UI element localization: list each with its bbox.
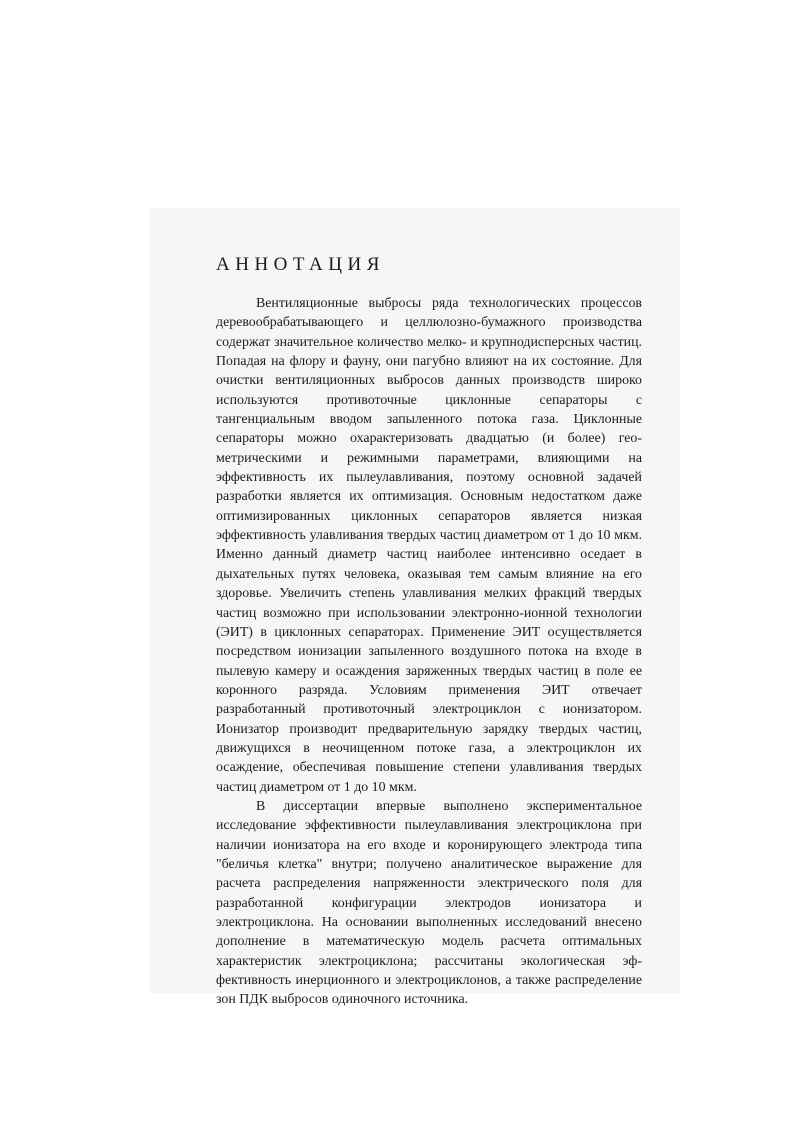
paragraph-1: Вентиляционные выбросы ряда технологических процессов деревообрабатывающего и целлюлозно-бумажного производства содержат значительное количество мелко- и крупнодисперсных частиц. Попадая на флору и фауну, они пагубно влияют на их состояние. Для очистки вентиляционных выбросов данных производств широко используются противоточные циклонные сепараторы с тангенциальным вводом запыленного потока газа. Циклонные сепараторы можно охарактеризовать двадцатью (и более) геометрическими и режимными параметрами, влияющими на эффективность их пылеулавливания, поэтому основной задачей разработки является их оптимизация. Основным недостатком даже оптимизированных циклонных сепараторов является низкая эффективность улавливания твердых частиц диаметром от 1 до 10 мкм. Именно данный диаметр частиц наиболее интенсивно оседает в дыхательных путях человека, оказывая тем самым влияние на его здоровье. Увеличить степень улавливания мелких фракций твердых частиц возможно при использовании электронно-ионной технологии (ЭИТ) в циклонных сепараторах. Применение ЭИТ осуществляется посредством ионизации запыленного воздушного потока на входе в пылевую камеру и осаждения заряженных твердых частиц в поле ее коронного разряда. Условиям применения ЭИТ отвечает разработанный противоточный электроциклон с ионизатором. Ионизатор производит предварительную зарядку твердых частиц, движущихся в неочищенном потоке газа, а электроциклон их осаждение, обеспечивая повышение степени улавливания твердых частиц диаметром от 1 до 10 мкм. [216, 296, 642, 795]
paragraph-2: В диссертации впервые выполнено экспериментальное исследование эффективности пылеулавливания электроциклона при наличии ионизатора на его входе и коронирующего электрода типа "беличья клетка" внутри; получено аналитическое выражение для расчета распределения напряженности электрического поля для разработанной конфигурации электродов ионизатора и электроциклона. На основании выполненных исследований внесено дополнение в математическую модель расчета оптимальных характеристик электроциклона; рассчитаны экологическая эффективность инерционного и электроциклонов, а также распределение зон ПДК выбросов одиночного источника. [216, 798, 642, 1008]
abstract-heading: АННОТАЦИЯ [216, 254, 385, 275]
abstract-body [216, 294, 642, 1010]
